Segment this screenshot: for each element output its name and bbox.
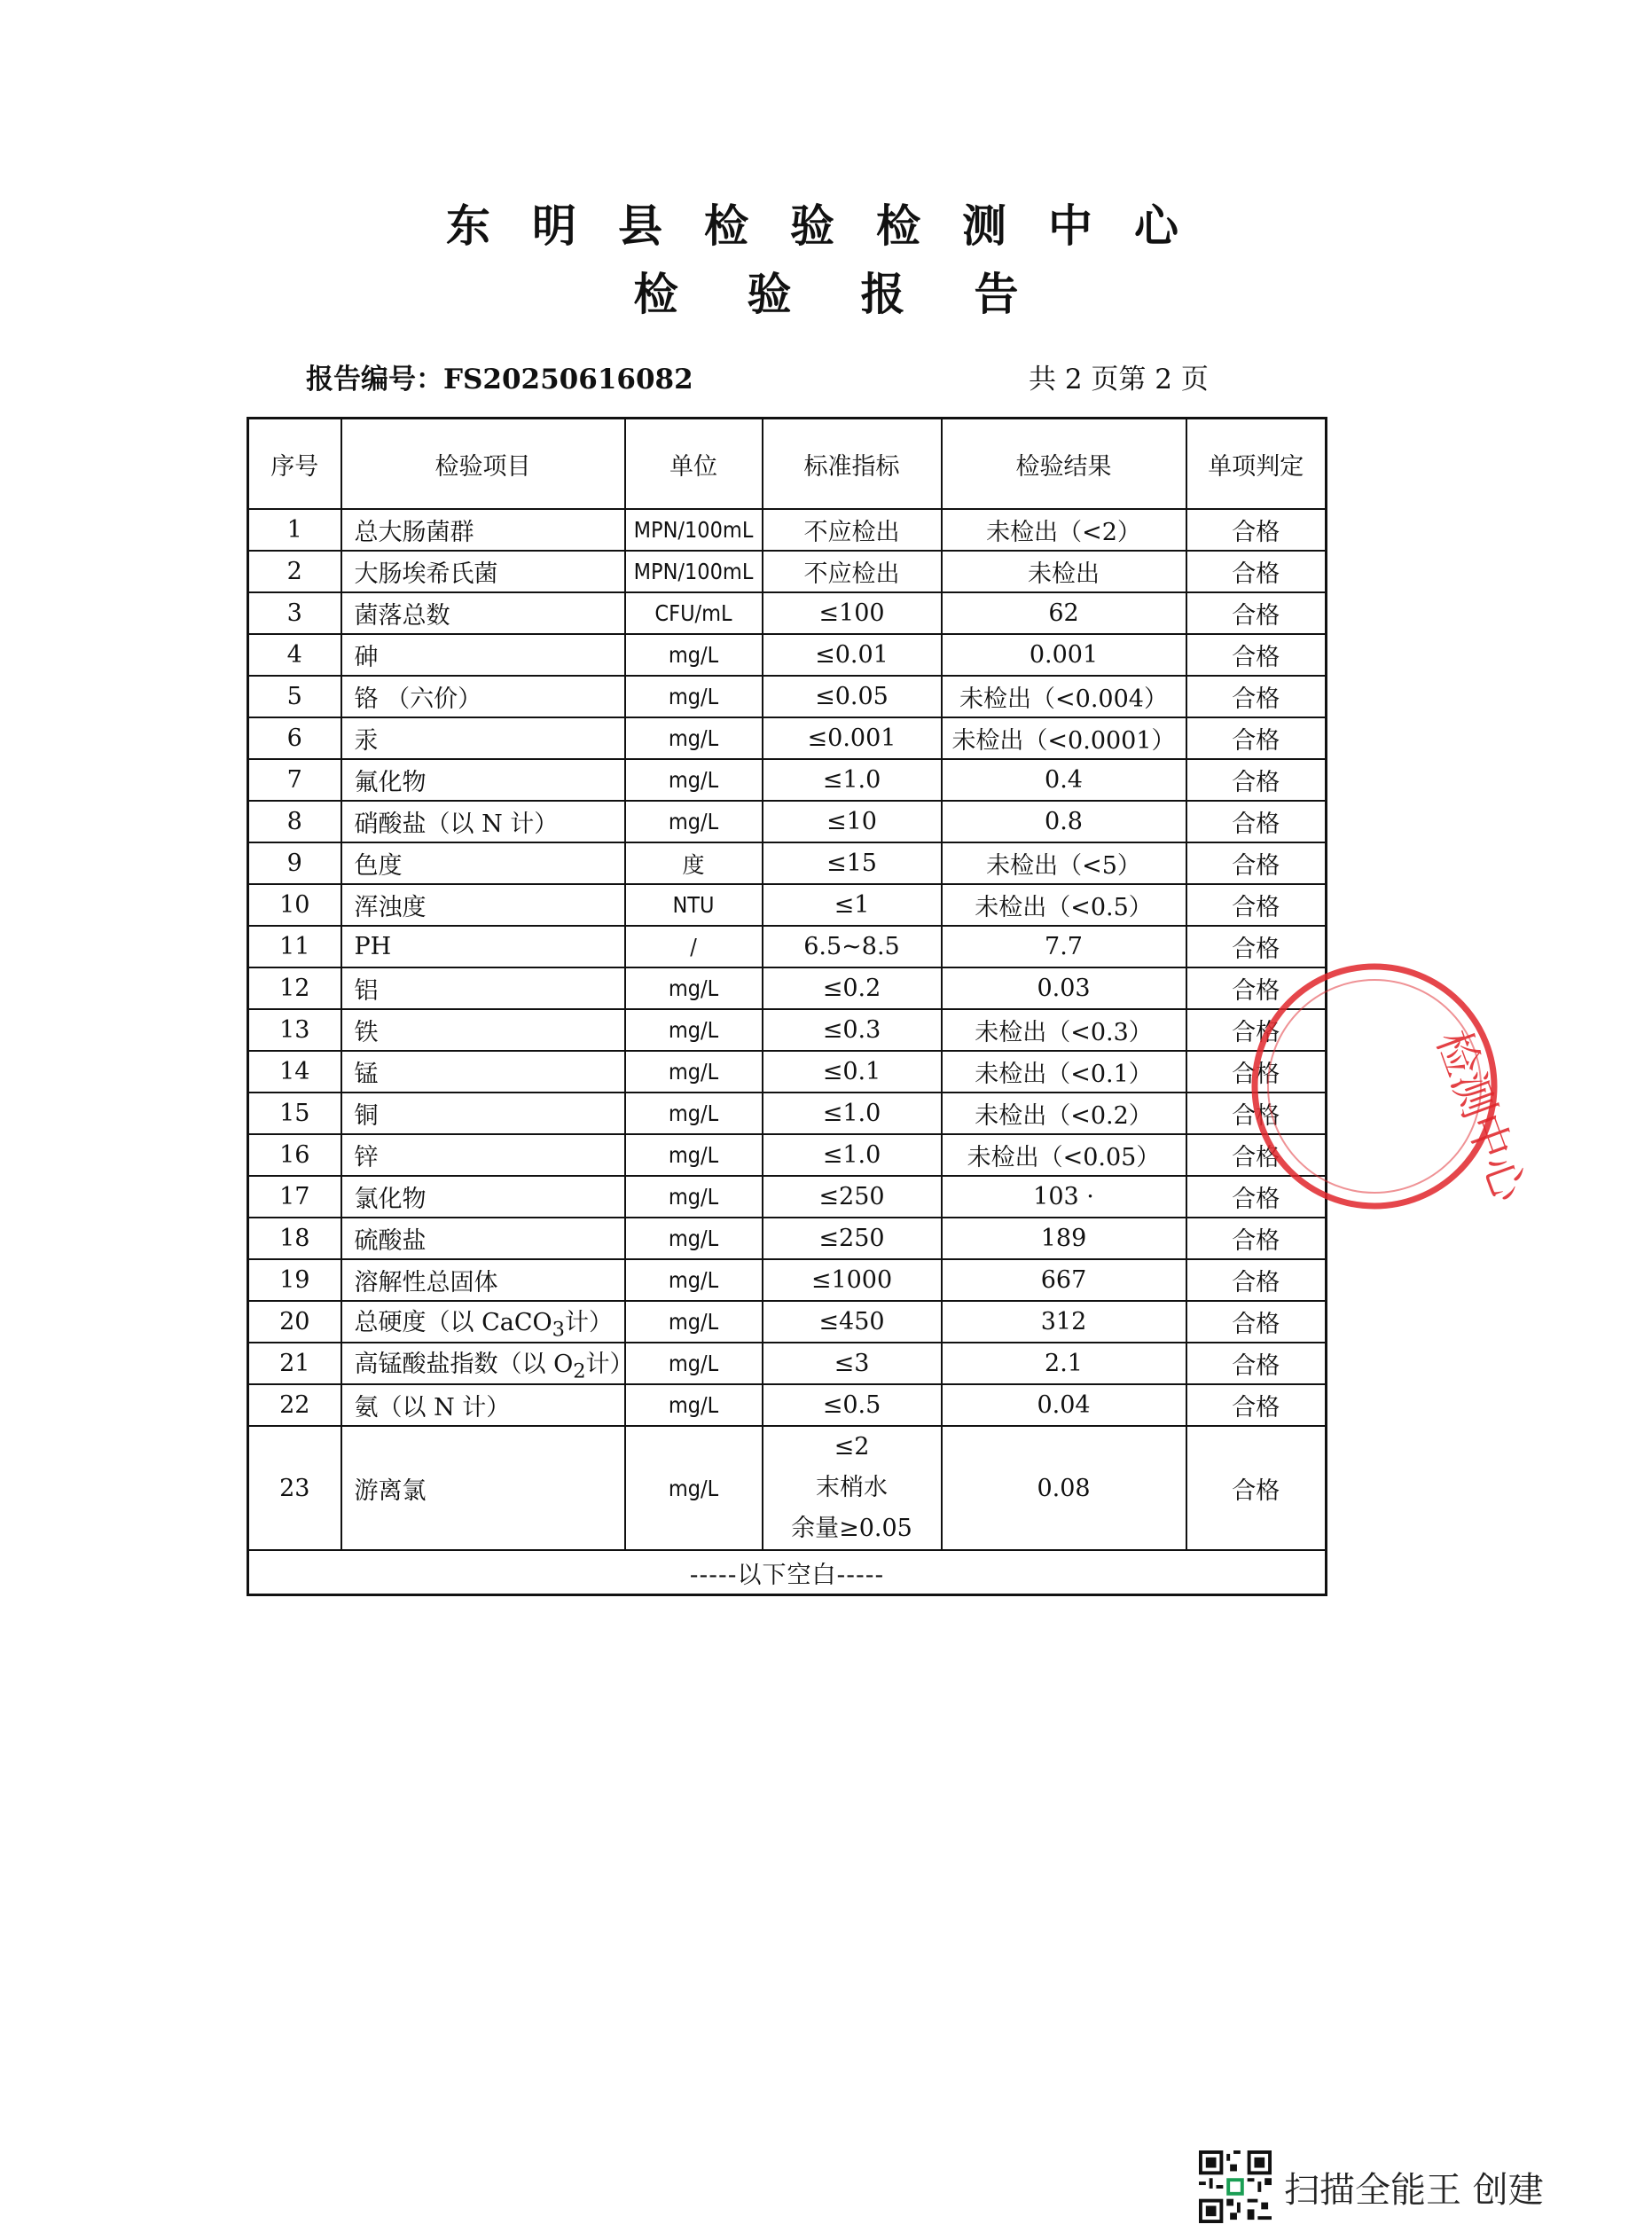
item-name: 铁 xyxy=(341,1009,625,1051)
item-judgement: 合格 xyxy=(1186,717,1327,759)
item-unit: mg/L xyxy=(625,801,763,842)
header-cell: 单位 xyxy=(625,419,763,510)
item-unit: / xyxy=(625,926,763,967)
item-result: 未检出（<5） xyxy=(942,842,1186,884)
item-unit: mg/L xyxy=(625,1093,763,1134)
item-name: 色度 xyxy=(341,842,625,884)
row-number: 21 xyxy=(248,1343,341,1384)
header-cell: 序号 xyxy=(248,419,341,510)
item-unit: 度 xyxy=(625,842,763,884)
item-result: 0.04 xyxy=(942,1384,1186,1426)
item-judgement: 合格 xyxy=(1186,759,1327,801)
item-name: 菌落总数 xyxy=(341,592,625,634)
item-judgement: 合格 xyxy=(1186,1259,1327,1301)
item-name-text: 计） xyxy=(585,1350,634,1378)
item-result: 0.03 xyxy=(942,967,1186,1009)
table-row xyxy=(248,509,1327,551)
item-standard: 不应检出 xyxy=(763,509,942,551)
item-standard: ≤0.1 xyxy=(763,1051,942,1093)
end-note: -----以下空白----- xyxy=(248,1550,1327,1595)
item-unit: mg/L xyxy=(625,1343,763,1384)
item-standard: ≤1000 xyxy=(763,1259,942,1301)
row-number: 2 xyxy=(248,551,341,592)
table-row xyxy=(248,967,1327,1009)
table-row xyxy=(248,1426,1327,1550)
item-unit: mg/L xyxy=(625,1134,763,1176)
item-standard: ≤10 xyxy=(763,801,942,842)
item-unit: mg/L xyxy=(625,634,763,676)
item-unit: CFU/mL xyxy=(625,592,763,634)
table-row xyxy=(248,884,1327,926)
item-standard: ≤0.05 xyxy=(763,676,942,717)
row-number: 23 xyxy=(248,1426,341,1550)
item-judgement: 合格 xyxy=(1186,1093,1327,1134)
report-number: 报告编号：FS20250616082 xyxy=(306,364,693,396)
item-name: 铜 xyxy=(341,1093,625,1134)
item-standard: ≤15 xyxy=(763,842,942,884)
item-judgement: 合格 xyxy=(1186,884,1327,926)
item-unit: NTU xyxy=(625,884,763,926)
item-unit: mg/L xyxy=(625,676,763,717)
item-judgement: 合格 xyxy=(1186,1009,1327,1051)
row-number: 9 xyxy=(248,842,341,884)
table-row xyxy=(248,1218,1327,1259)
item-name: 氯化物 xyxy=(341,1176,625,1218)
end-row xyxy=(248,1550,1327,1595)
row-number: 18 xyxy=(248,1218,341,1259)
item-judgement: 合格 xyxy=(1186,1301,1327,1343)
item-standard: ≤0.001 xyxy=(763,717,942,759)
item-name-text: 总硬度（以 CaCO xyxy=(354,1308,552,1336)
row-number: 13 xyxy=(248,1009,341,1051)
item-judgement: 合格 xyxy=(1186,842,1327,884)
table-row xyxy=(248,1343,1327,1384)
row-number: 22 xyxy=(248,1384,341,1426)
table-row xyxy=(248,634,1327,676)
row-number: 7 xyxy=(248,759,341,801)
table-row xyxy=(248,759,1327,801)
item-unit: mg/L xyxy=(625,759,763,801)
item-unit: mg/L xyxy=(625,1218,763,1259)
page-indicator: 共 2 页第 2 页 xyxy=(1029,364,1209,396)
item-standard: ≤0.2 xyxy=(763,967,942,1009)
item-standard: 6.5~8.5 xyxy=(763,926,942,967)
item-result: 未检出（<2） xyxy=(942,509,1186,551)
item-name: 砷 xyxy=(341,634,625,676)
item-result: 0.8 xyxy=(942,801,1186,842)
item-unit: mg/L xyxy=(625,1176,763,1218)
item-result: 2.1 xyxy=(942,1343,1186,1384)
item-result: 未检出（<0.3） xyxy=(942,1009,1186,1051)
item-standard: ≤100 xyxy=(763,592,942,634)
item-unit: MPN/100mL xyxy=(625,551,763,592)
table-row xyxy=(248,801,1327,842)
table-row xyxy=(248,1176,1327,1218)
item-result: 312 xyxy=(942,1301,1186,1343)
item-result: 7.7 xyxy=(942,926,1186,967)
table-row xyxy=(248,1301,1327,1343)
item-name: 溶解性总固体 xyxy=(341,1259,625,1301)
item-result: 未检出（<0.1） xyxy=(942,1051,1186,1093)
table-row xyxy=(248,676,1327,717)
item-name: 总大肠菌群 xyxy=(341,509,625,551)
row-number: 17 xyxy=(248,1176,341,1218)
item-standard: ≤3 xyxy=(763,1343,942,1384)
item-unit: mg/L xyxy=(625,1384,763,1426)
item-result: 未检出（<0.0001） xyxy=(942,717,1186,759)
standard-line: 余量≥0.05 xyxy=(791,1515,912,1542)
subscript: 3 xyxy=(552,1318,565,1342)
row-number: 14 xyxy=(248,1051,341,1093)
table-row xyxy=(248,717,1327,759)
item-standard: ≤1.0 xyxy=(763,1134,942,1176)
item-standard: ≤0.3 xyxy=(763,1009,942,1051)
item-name: 汞 xyxy=(341,717,625,759)
scanner-brand: 扫描全能王 创建 xyxy=(1284,2169,1544,2211)
item-standard: ≤1 xyxy=(763,884,942,926)
item-name: 硫酸盐 xyxy=(341,1218,625,1259)
item-standard: ≤1.0 xyxy=(763,1093,942,1134)
item-unit: mg/L xyxy=(625,1301,763,1343)
item-judgement: 合格 xyxy=(1186,1384,1327,1426)
table-row xyxy=(248,842,1327,884)
item-judgement: 合格 xyxy=(1186,801,1327,842)
item-judgement: 合格 xyxy=(1186,1051,1327,1093)
org-title: 东明县检验检测中心 xyxy=(446,200,1220,252)
item-result: 189 xyxy=(942,1218,1186,1259)
item-name-text: 高锰酸盐指数（以 O xyxy=(354,1350,574,1378)
item-unit: mg/L xyxy=(625,1259,763,1301)
row-number: 15 xyxy=(248,1093,341,1134)
table-header-row xyxy=(248,419,1327,510)
qr-code-icon xyxy=(1199,2150,1272,2223)
item-unit: mg/L xyxy=(625,717,763,759)
item-standard: ≤250 xyxy=(763,1176,942,1218)
item-name: 大肠埃希氏菌 xyxy=(341,551,625,592)
table-row xyxy=(248,551,1327,592)
item-name: PH xyxy=(341,926,625,967)
item-judgement: 合格 xyxy=(1186,1343,1327,1384)
table-row xyxy=(248,592,1327,634)
item-judgement: 合格 xyxy=(1186,509,1327,551)
item-result: 未检出（<0.2） xyxy=(942,1093,1186,1134)
table-row xyxy=(248,1259,1327,1301)
row-number: 20 xyxy=(248,1301,341,1343)
item-name: 锰 xyxy=(341,1051,625,1093)
row-number: 8 xyxy=(248,801,341,842)
item-name: 氨（以 N 计） xyxy=(341,1384,625,1426)
row-number: 5 xyxy=(248,676,341,717)
item-judgement: 合格 xyxy=(1186,1134,1327,1176)
item-judgement: 合格 xyxy=(1186,1218,1327,1259)
item-name-text: 计） xyxy=(564,1308,613,1336)
item-unit: mg/L xyxy=(625,1009,763,1051)
row-number: 10 xyxy=(248,884,341,926)
item-result: 未检出（<0.5） xyxy=(942,884,1186,926)
item-result: 0.08 xyxy=(942,1426,1186,1550)
item-result: 未检出（<0.004） xyxy=(942,676,1186,717)
item-standard: ≤0.01 xyxy=(763,634,942,676)
row-number: 1 xyxy=(248,509,341,551)
item-name xyxy=(341,1343,634,1384)
item-standard: ≤1.0 xyxy=(763,759,942,801)
item-standard xyxy=(763,1426,942,1550)
document-title: 检验报告 xyxy=(633,268,1088,320)
item-judgement: 合格 xyxy=(1186,1426,1327,1550)
item-name: 浑浊度 xyxy=(341,884,625,926)
item-result: 0.4 xyxy=(942,759,1186,801)
item-name: 硝酸盐（以 N 计） xyxy=(341,801,625,842)
standard-line: 末梢水 xyxy=(816,1474,888,1501)
item-judgement: 合格 xyxy=(1186,551,1327,592)
row-number: 16 xyxy=(248,1134,341,1176)
official-stamp xyxy=(1224,931,1536,1224)
table-row xyxy=(248,1384,1327,1426)
item-standard: 不应检出 xyxy=(763,551,942,592)
item-result: 未检出 xyxy=(942,551,1186,592)
standard-line: ≤2 xyxy=(834,1433,870,1461)
table-row xyxy=(248,1134,1327,1176)
item-name: 铝 xyxy=(341,967,625,1009)
table-row xyxy=(248,1093,1327,1134)
item-judgement: 合格 xyxy=(1186,926,1327,967)
item-standard: ≤250 xyxy=(763,1218,942,1259)
inspection-table xyxy=(247,417,1327,1596)
item-result: 667 xyxy=(942,1259,1186,1301)
header-cell: 检验项目 xyxy=(341,419,625,510)
item-result: 0.001 xyxy=(942,634,1186,676)
item-unit: mg/L xyxy=(625,967,763,1009)
item-name: 铬 （六价） xyxy=(341,676,625,717)
item-name: 氟化物 xyxy=(341,759,625,801)
item-unit: MPN/100mL xyxy=(625,509,763,551)
table-row xyxy=(248,1051,1327,1093)
item-result: 62 xyxy=(942,592,1186,634)
table-row xyxy=(248,1009,1327,1051)
table-row xyxy=(248,926,1327,967)
row-number: 12 xyxy=(248,967,341,1009)
header-cell: 标准指标 xyxy=(763,419,942,510)
item-unit: mg/L xyxy=(625,1051,763,1093)
item-standard: ≤450 xyxy=(763,1301,942,1343)
subscript: 2 xyxy=(573,1359,586,1383)
scanner-watermark xyxy=(1199,2150,1544,2223)
item-judgement: 合格 xyxy=(1186,967,1327,1009)
item-judgement: 合格 xyxy=(1186,592,1327,634)
item-judgement: 合格 xyxy=(1186,1176,1327,1218)
stamp-text: 检测中心 xyxy=(1426,1023,1536,1209)
item-judgement: 合格 xyxy=(1186,676,1327,717)
item-name: 锌 xyxy=(341,1134,625,1176)
item-judgement: 合格 xyxy=(1186,634,1327,676)
item-name xyxy=(341,1301,625,1343)
row-number: 19 xyxy=(248,1259,341,1301)
row-number: 6 xyxy=(248,717,341,759)
row-number: 3 xyxy=(248,592,341,634)
item-name: 游离氯 xyxy=(341,1426,625,1550)
item-result: 未检出（<0.05） xyxy=(942,1134,1186,1176)
item-standard: ≤0.5 xyxy=(763,1384,942,1426)
row-number: 4 xyxy=(248,634,341,676)
item-result: 103 · xyxy=(942,1176,1186,1218)
item-unit: mg/L xyxy=(625,1426,763,1550)
header-cell: 单项判定 xyxy=(1186,419,1327,510)
row-number: 11 xyxy=(248,926,341,967)
header-cell: 检验结果 xyxy=(942,419,1186,510)
